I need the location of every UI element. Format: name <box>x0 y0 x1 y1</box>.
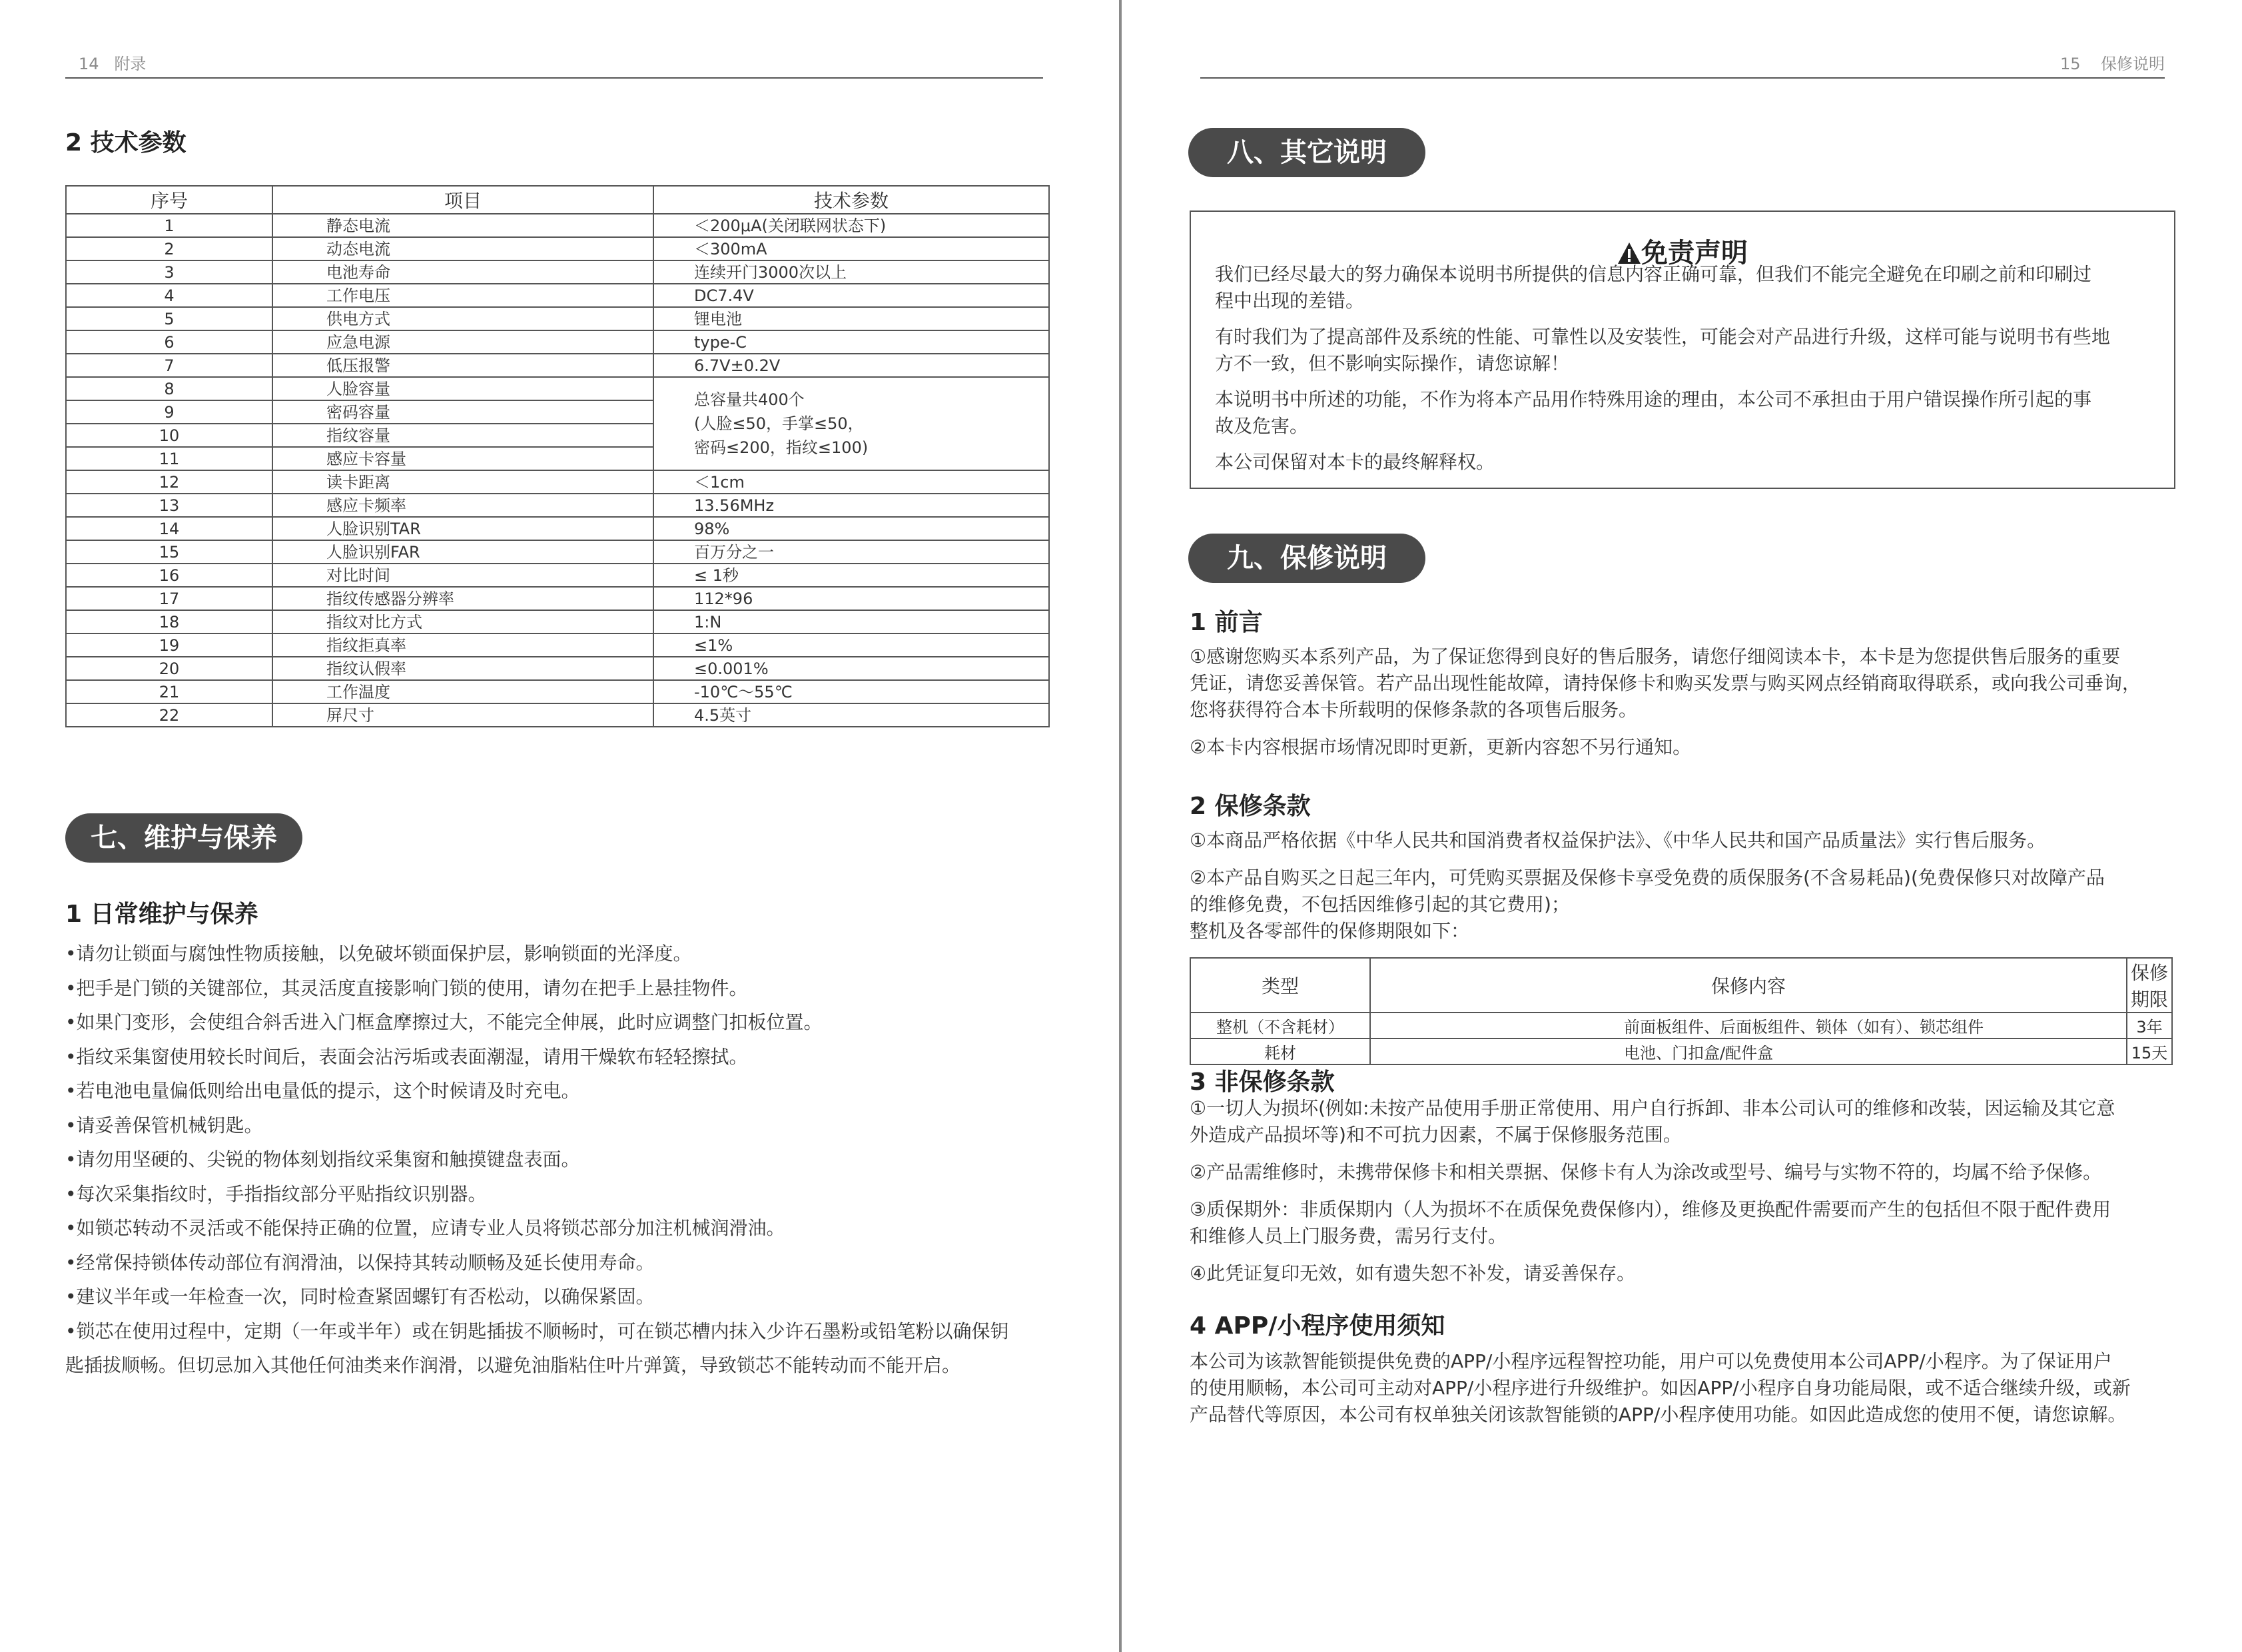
warranty-cell-type: 整机（不含耗材） <box>1190 1013 1370 1038</box>
spec-row-no: 4 <box>66 284 272 307</box>
maintenance-heading: 1 日常维护与保养 <box>65 901 258 928</box>
spec-row-item: 工作温度 <box>272 680 653 703</box>
warranty-table <box>1190 957 2173 1065</box>
warranty-row <box>1190 1013 2172 1038</box>
app-line: 本公司为该款智能锁提供免费的APP/小程序远程智控功能，用户可以免费使用本公司APP/小程序。为了保证用户 <box>1190 1350 2112 1372</box>
spec-row <box>66 610 1049 633</box>
maintenance-bullet: •建议半年或一年检查一次，同时检查紧固螺钉有否松动，以确保紧固。 <box>65 1286 655 1308</box>
spec-row-item: 指纹传感器分辨率 <box>272 587 653 610</box>
spec-row-value: ≤ 1秒 <box>653 564 1049 587</box>
spec-row <box>66 377 1049 400</box>
spec-row-no: 2 <box>66 237 272 260</box>
spec-row-no: 8 <box>66 377 272 400</box>
spec-row-value: 连续开门3000次以上 <box>653 260 1049 284</box>
spec-row-value: 1:N <box>653 610 1049 633</box>
spec-row-item: 读卡距离 <box>272 470 653 494</box>
non-warranty-line: 和维修人员上门服务费，需另行支付。 <box>1190 1225 1507 1247</box>
foreword-line: 凭证，请您妥善保管。若产品出现性能故障，请持保修卡和购买发票与购买网点经销商取得联系，或向我公司垂询， <box>1190 672 2141 694</box>
spec-row-value: 13.56MHz <box>653 494 1049 517</box>
terms-heading: 2 保修条款 <box>1190 793 1311 820</box>
disclaimer-line: 有时我们为了提高部件及系统的性能、可靠性以及安装性，可能会对产品进行升级，这样可能与说明书有些地 <box>1215 326 2111 348</box>
warranty-table-header <box>1190 958 2172 1013</box>
spec-row-item: 指纹对比方式 <box>272 610 653 633</box>
spec-row-value: ＜1cm <box>653 470 1049 494</box>
spec-table-header <box>66 186 1049 214</box>
spec-row-no: 13 <box>66 494 272 517</box>
spec-row-item: 指纹认假率 <box>272 657 653 680</box>
left-header-rule <box>65 77 1043 79</box>
spec-row-item: 应急电源 <box>272 330 653 354</box>
maintenance-bullet: •把手是门锁的关键部位，其灵活度直接影响门锁的使用，请勿在把手上悬挂物件。 <box>65 977 748 999</box>
spec-row <box>66 260 1049 284</box>
spec-row-item: 工作电压 <box>272 284 653 307</box>
spec-row-value: 98% <box>653 517 1049 540</box>
terms-line: ①本商品严格依据《中华人民共和国消费者权益保护法》、《中华人民共和国产品质量法》实行售后服务。 <box>1190 829 2046 851</box>
non-warranty-heading: 3 非保修条款 <box>1190 1068 1335 1096</box>
right-running-header <box>2060 51 2165 74</box>
maintenance-bullet: •如锁芯转动不灵活或不能保持正确的位置，应请专业人员将锁芯部分加注机械润滑油。 <box>65 1217 785 1239</box>
maintenance-bullet: •请勿用坚硬的、尖锐的物体刻划指纹采集窗和触摸键盘表面。 <box>65 1148 580 1170</box>
capacity-merged-cell <box>653 377 1049 470</box>
spec-row-no: 7 <box>66 354 272 377</box>
warranty-cell-content: 电池、门扣盒/配件盒 <box>1370 1038 2127 1064</box>
terms-line: 整机及各零部件的保修期限如下： <box>1190 920 1470 942</box>
spec-row-item: 供电方式 <box>272 307 653 330</box>
spec-row-no: 18 <box>66 610 272 633</box>
disclaimer-line: 故及危害。 <box>1215 415 1309 437</box>
right-header-rule <box>1200 77 2165 79</box>
disclaimer-line: 本说明书中所述的功能，不作为将本产品用作特殊用途的理由，本公司不承担由于用户错误操作所引起的事 <box>1215 388 2092 410</box>
other-section-title: 八、其它说明 <box>1188 128 1425 177</box>
spec-row-no: 16 <box>66 564 272 587</box>
spec-row-no: 1 <box>66 214 272 237</box>
left-running-header <box>79 51 146 74</box>
spec-row-item: 感应卡频率 <box>272 494 653 517</box>
app-heading: 4 APP/小程序使用须知 <box>1190 1312 1445 1340</box>
spec-row-value: 锂电池 <box>653 307 1049 330</box>
spec-row <box>66 307 1049 330</box>
spec-row <box>66 470 1049 494</box>
app-line: 的使用顺畅，本公司可主动对APP/小程序进行升级维护。如因APP/小程序自身功能局限，或不适合继续升级，或新 <box>1190 1377 2131 1399</box>
disclaimer-line: 方不一致，但不影响实际操作，请您谅解！ <box>1215 352 1570 374</box>
spec-row-item: 密码容量 <box>272 400 653 424</box>
spec-row <box>66 680 1049 703</box>
spec-row <box>66 494 1049 517</box>
spec-table <box>65 185 1050 727</box>
spec-row-item: 指纹拒真率 <box>272 633 653 657</box>
disclaimer-title-text: 免责声明 <box>1641 238 1748 268</box>
spec-row-no: 3 <box>66 260 272 284</box>
non-warranty-line: 外造成产品损坏等)和不可抗力因素，不属于保修服务范围。 <box>1190 1124 1682 1146</box>
left-page-number: 14 <box>79 55 99 73</box>
spec-row <box>66 517 1049 540</box>
spec-row-item: 静态电流 <box>272 214 653 237</box>
maintenance-bullet: •请妥善保管机械钥匙。 <box>65 1114 263 1136</box>
warranty-col-type: 类型 <box>1190 958 1370 1013</box>
spec-row <box>66 703 1049 727</box>
terms-line: ②本产品自购买之日起三年内，可凭购买票据及保修卡享受免费的质保服务(不含易耗品)(免费保修只对故障产品 <box>1190 867 2105 889</box>
maintenance-section-title: 七、维护与保养 <box>65 813 302 863</box>
app-line: 产品替代等原因，本公司有权单独关闭该款智能锁的APP/小程序使用功能。如因此造成您的使用不便，请您谅解。 <box>1190 1404 2127 1426</box>
spec-row-no: 22 <box>66 703 272 727</box>
spec-row-no: 15 <box>66 540 272 564</box>
non-warranty-line: ①一切人为损坏(例如:未按产品使用手册正常使用、用户自行拆卸、非本公司认可的维修和改装，因运输及其它意 <box>1190 1097 2115 1119</box>
warranty-section-title: 九、保修说明 <box>1188 534 1425 583</box>
spec-row-no: 9 <box>66 400 272 424</box>
right-page-section: 保修说明 <box>2101 55 2165 73</box>
spec-row-no: 12 <box>66 470 272 494</box>
spec-row <box>66 354 1049 377</box>
maintenance-bullet: •每次采集指纹时，手指指纹部分平贴指纹识别器。 <box>65 1182 487 1205</box>
spec-row-no: 17 <box>66 587 272 610</box>
maintenance-bullet: •请勿让锁面与腐蚀性物质接触，以免破坏锁面保护层，影响锁面的光泽度。 <box>65 943 692 965</box>
spec-row-item: 低压报警 <box>272 354 653 377</box>
spec-row <box>66 657 1049 680</box>
spec-row-item: 感应卡容量 <box>272 447 653 470</box>
warranty-col-content: 保修内容 <box>1370 958 2127 1013</box>
tech-params-heading: 2 技术参数 <box>65 129 187 157</box>
spec-row-item: 指纹容量 <box>272 424 653 447</box>
spec-row-no: 21 <box>66 680 272 703</box>
spec-row-value: 112*96 <box>653 587 1049 610</box>
spec-row-no: 19 <box>66 633 272 657</box>
spec-row-item: 人脸识别FAR <box>272 540 653 564</box>
spec-row <box>66 214 1049 237</box>
spec-row-value: ＜300mA <box>653 237 1049 260</box>
spec-row-item: 人脸容量 <box>272 377 653 400</box>
capacity-line: 总容量共400个 <box>694 390 805 409</box>
maintenance-bullet: 匙插拔顺畅。但切忌加入其他任何油类来作润滑，以避免油脂粘住叶片弹簧，导致锁芯不能转动而不能开启。 <box>65 1354 961 1376</box>
disclaimer-line: 我们已经尽最大的努力确保本说明书所提供的信息内容正确可靠，但我们不能完全避免在印刷之前和印刷过 <box>1215 263 2092 285</box>
foreword-line: ①感谢您购买本系列产品，为了保证您得到良好的售后服务，请您仔细阅读本卡，本卡是为您提供售后服务的重要 <box>1190 645 2121 667</box>
spec-row-no: 14 <box>66 517 272 540</box>
capacity-line: 密码≤200，指纹≤100) <box>694 438 869 457</box>
spec-row-no: 5 <box>66 307 272 330</box>
terms-line: 的维修免费，不包括因维修引起的其它费用)； <box>1190 893 1570 915</box>
spec-row-item: 对比时间 <box>272 564 653 587</box>
warranty-cell-period: 15天 <box>2127 1038 2172 1064</box>
spec-row-no: 20 <box>66 657 272 680</box>
spec-row-value: ＜200μA(关闭联网状态下) <box>653 214 1049 237</box>
spec-row <box>66 284 1049 307</box>
warranty-cell-content: 前面板组件、后面板组件、锁体（如有）、锁芯组件 <box>1370 1013 2127 1038</box>
spec-row-item: 动态电流 <box>272 237 653 260</box>
left-page-section: 附录 <box>114 55 147 73</box>
spec-row <box>66 237 1049 260</box>
spec-row-value: ≤0.001% <box>653 657 1049 680</box>
spec-row-no: 11 <box>66 447 272 470</box>
disclaimer-box <box>1190 210 2175 489</box>
spec-row-item: 屏尺寸 <box>272 703 653 727</box>
foreword-line: ②本卡内容根据市场情况即时更新，更新内容恕不另行通知。 <box>1190 736 1692 758</box>
spec-row-no: 10 <box>66 424 272 447</box>
spec-row <box>66 587 1049 610</box>
maintenance-bullet: •锁芯在使用过程中，定期（一年或半年）或在钥匙插拔不顺畅时，可在锁芯槽内抹入少许石墨粉或铅笔粉以确保钥 <box>65 1320 1009 1342</box>
foreword-line: 您将获得符合本卡所载明的保修条款的各项售后服务。 <box>1190 699 1638 721</box>
non-warranty-line: ②产品需维修时，未携带保修卡和相关票据、保修卡有人为涂改或型号、编号与实物不符的，均属不给予保修。 <box>1190 1161 2102 1183</box>
spec-row-no: 6 <box>66 330 272 354</box>
non-warranty-line: ③质保期外：非质保期内（人为损坏不在质保免费保修内），维修及更换配件需要而产生的包括但不限于配件费用 <box>1190 1198 2111 1220</box>
spec-row-value: type-C <box>653 330 1049 354</box>
maintenance-bullet: •指纹采集窗使用较长时间后，表面会沾污垢或表面潮湿，请用干燥软布轻轻擦拭。 <box>65 1045 748 1068</box>
left-page <box>0 0 1119 1652</box>
disclaimer-line: 程中出现的差错。 <box>1215 290 1365 312</box>
capacity-line: (人脸≤50，手掌≤50， <box>694 414 864 433</box>
spec-row <box>66 564 1049 587</box>
maintenance-bullet: •若电池电量偏低则给出电量低的提示，这个时候请及时充电。 <box>65 1080 580 1102</box>
warranty-cell-type: 耗材 <box>1190 1038 1370 1064</box>
spec-row-value: 6.7V±0.2V <box>653 354 1049 377</box>
right-page-number: 15 <box>2059 55 2081 73</box>
foreword-heading: 1 前言 <box>1190 609 1263 636</box>
spec-row-value: -10℃～55℃ <box>653 680 1049 703</box>
col-header-value: 技术参数 <box>653 186 1049 214</box>
spec-row <box>66 540 1049 564</box>
col-header-item: 项目 <box>272 186 653 214</box>
spec-row-value: 百万分之一 <box>653 540 1049 564</box>
spec-row <box>66 330 1049 354</box>
maintenance-bullet: •如果门变形，会使组合斜舌进入门框盒摩擦过大，不能完全伸展，此时应调整门扣板位置。 <box>65 1011 823 1033</box>
spec-row-value: 4.5英寸 <box>653 703 1049 727</box>
col-header-no: 序号 <box>66 186 272 214</box>
spec-row <box>66 633 1049 657</box>
maintenance-bullet: •经常保持锁体传动部位有润滑油，以保持其转动顺畅及延长使用寿命。 <box>65 1251 655 1274</box>
spec-row-value: ≤1% <box>653 633 1049 657</box>
spec-row-item: 电池寿命 <box>272 260 653 284</box>
warranty-row <box>1190 1038 2172 1064</box>
spec-row-value: DC7.4V <box>653 284 1049 307</box>
spec-row-item: 人脸识别TAR <box>272 517 653 540</box>
non-warranty-line: ④此凭证复印无效，如有遗失恕不补发，请妥善保存。 <box>1190 1262 1636 1284</box>
warranty-cell-period: 3年 <box>2127 1013 2172 1038</box>
disclaimer-line: 本公司保留对本卡的最终解释权。 <box>1215 451 1495 473</box>
warranty-col-period: 保修期限 <box>2127 958 2172 1013</box>
